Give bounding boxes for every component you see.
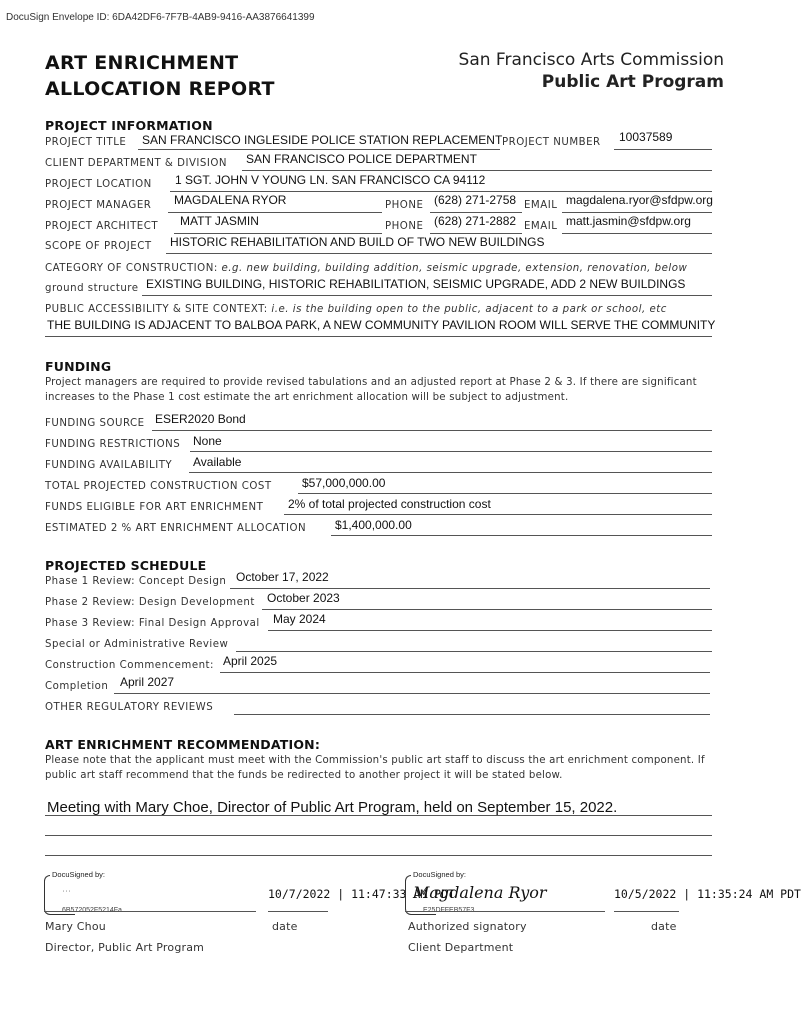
category-hint: e.g. new building, building addition, seismic upgrade, extension, renovation, below: [221, 263, 688, 274]
funding-restrictions-label: FUNDING RESTRICTIONS: [45, 439, 181, 450]
recommendation-line-1: [45, 815, 712, 816]
funding-availability-field[interactable]: Available: [193, 455, 242, 469]
left-signer-title: Director, Public Art Program: [45, 941, 205, 954]
commencement-label: Construction Commencement:: [45, 660, 214, 671]
funds-eligible-label: FUNDS ELIGIBLE FOR ART ENRICHMENT: [45, 502, 264, 513]
project-architect-field[interactable]: MATT JASMIN: [180, 214, 259, 228]
project-location-field[interactable]: 1 SGT. JOHN V YOUNG LN. SAN FRANCISCO CA 94112: [175, 173, 486, 187]
category-line: [142, 295, 712, 296]
funds-eligible-line: [284, 514, 712, 515]
recommendation-heading: ART ENRICHMENT RECOMMENDATION:: [45, 737, 321, 752]
phase3-label: Phase 3 Review: Final Design Approval: [45, 618, 260, 629]
estimated-allocation-line: [331, 535, 712, 536]
project-title-label: PROJECT TITLE: [45, 137, 127, 148]
left-date-label: date: [272, 920, 298, 933]
completion-field[interactable]: April 2027: [120, 675, 175, 689]
phase2-label: Phase 2 Review: Design Development: [45, 597, 255, 608]
left-signature-line: [44, 911, 256, 912]
project-info-heading: PROJECT INFORMATION: [45, 118, 213, 133]
public-access-label: PUBLIC ACCESSIBILITY & SITE CONTEXT:: [45, 304, 268, 315]
architect-phone-label: PHONE: [385, 221, 424, 232]
funding-source-field[interactable]: ESER2020 Bond: [155, 412, 246, 426]
manager-phone-field[interactable]: (628) 271-2758: [434, 193, 517, 207]
left-docusigned-by: DocuSigned by:: [52, 870, 105, 879]
funding-note: Project managers are required to provide revised tabulations and an adjusted report at Phase 2 & 3. If there are significant increases to the Phase 1 cost estimate the art enrichment allocation will be subject to adjustment.: [45, 377, 697, 403]
right-signer-name: Authorized signatory: [408, 920, 527, 933]
left-signature-id: 6B572052F5214Fa...: [62, 907, 128, 914]
project-number-line: [614, 149, 712, 150]
architect-phone-field[interactable]: (628) 271-2882: [434, 214, 517, 228]
commencement-field[interactable]: April 2025: [223, 654, 278, 668]
organization-line1: San Francisco Arts Commission: [458, 50, 724, 70]
right-signature-id: E25DFFEB57F3...: [423, 907, 481, 914]
recommendation-line-3[interactable]: [45, 855, 712, 856]
funding-restrictions-field[interactable]: None: [193, 434, 222, 448]
funding-source-label: FUNDING SOURCE: [45, 418, 145, 429]
project-manager-line: [168, 212, 382, 213]
phase1-line: [230, 588, 710, 589]
architect-email-line: [562, 233, 712, 234]
category-label: CATEGORY OF CONSTRUCTION:: [45, 263, 218, 274]
left-date-line: [268, 911, 328, 912]
right-signature: Magdalena Ryor: [413, 883, 547, 902]
architect-email-label: EMAIL: [524, 221, 558, 232]
funding-heading: FUNDING: [45, 359, 112, 374]
estimated-allocation-label: ESTIMATED 2 % ART ENRICHMENT ALLOCATION: [45, 523, 307, 534]
left-signature-image: ⋯: [62, 887, 71, 897]
right-date-line: [614, 911, 679, 912]
special-review-line[interactable]: [236, 651, 712, 652]
project-number-label: PROJECT NUMBER: [502, 137, 601, 148]
phase1-label: Phase 1 Review: Concept Design: [45, 576, 227, 587]
project-location-line: [170, 191, 712, 192]
report-title: [45, 50, 275, 102]
right-signature-date: 10/5/2022 | 11:35:24 AM PDT: [614, 887, 801, 901]
funding-availability-label: FUNDING AVAILABILITY: [45, 460, 173, 471]
funding-restrictions-line: [190, 451, 712, 452]
report-title-line2: ALLOCATION REPORT: [45, 78, 275, 100]
right-docusigned-by: DocuSigned by:: [413, 870, 466, 879]
right-date-label: date: [651, 920, 677, 933]
manager-email-label: EMAIL: [524, 200, 558, 211]
recommendation-line-2[interactable]: [45, 835, 712, 836]
manager-phone-line: [430, 212, 522, 213]
funding-source-line: [152, 430, 712, 431]
left-signer-name: Mary Chou: [45, 920, 106, 933]
recommendation-note: Please note that the applicant must meet with the Commission's public art staff to discuss the art enrichment component. If public art staff recommend that the funds be redirected to another project it will be stated below.: [45, 755, 705, 781]
category-label2: ground structure: [45, 283, 139, 294]
envelope-id: DocuSign Envelope ID: 6DA42DF6-7F7B-4AB9-9416-AA3876641399: [6, 12, 315, 23]
total-cost-field[interactable]: $57,000,000.00: [302, 476, 386, 490]
completion-label: Completion: [45, 681, 109, 692]
phase3-field[interactable]: May 2024: [273, 612, 326, 626]
scope-line: [166, 253, 712, 254]
organization-name: [459, 49, 724, 93]
public-access-field[interactable]: THE BUILDING IS ADJACENT TO BALBOA PARK, A NEW COMMUNITY PAVILION ROOM WILL SERVE THE COMMUNITY: [47, 318, 716, 332]
project-location-label: PROJECT LOCATION: [45, 179, 152, 190]
other-reviews-label: OTHER REGULATORY REVIEWS: [45, 702, 214, 713]
funds-eligible-field[interactable]: 2% of total projected construction cost: [288, 497, 491, 511]
organization-line2: Public Art Program: [541, 72, 724, 92]
completion-line: [114, 693, 710, 694]
total-cost-label: TOTAL PROJECTED CONSTRUCTION COST: [45, 481, 272, 492]
project-architect-label: PROJECT ARCHITECT: [45, 221, 159, 232]
project-manager-field[interactable]: MAGDALENA RYOR: [174, 193, 287, 207]
architect-email-field[interactable]: matt.jasmin@sfdpw.org: [566, 214, 691, 228]
total-cost-line: [298, 493, 712, 494]
public-access-hint: i.e. is the building open to the public, adjacent to a park or school, etc: [271, 304, 667, 315]
public-access-label-line: [45, 304, 667, 315]
funding-availability-line: [189, 472, 712, 473]
recommendation-text[interactable]: Meeting with Mary Choe, Director of Public Art Program, held on September 15, 2022.: [47, 799, 618, 816]
project-number-field[interactable]: 10037589: [619, 130, 673, 144]
category-label-line: [45, 263, 687, 274]
scope-label: SCOPE OF PROJECT: [45, 241, 152, 252]
client-department-field[interactable]: SAN FRANCISCO POLICE DEPARTMENT: [246, 152, 477, 166]
phase2-line: [262, 609, 712, 610]
right-signature-line: [405, 911, 605, 912]
manager-phone-label: PHONE: [385, 200, 424, 211]
right-signer-title: Client Department: [408, 941, 514, 954]
project-architect-line: [174, 233, 382, 234]
left-signature-date: 10/7/2022 | 11:47:33 AM PDT: [268, 887, 455, 901]
commencement-line: [220, 672, 710, 673]
report-title-line1: ART ENRICHMENT: [45, 52, 239, 74]
manager-email-field[interactable]: magdalena.ryor@sfdpw.org: [566, 193, 713, 207]
public-access-line: [45, 336, 712, 337]
category-field[interactable]: EXISTING BUILDING, HISTORIC REHABILITATION, SEISMIC UPGRADE, ADD 2 NEW BUILDINGS: [146, 277, 686, 291]
project-manager-label: PROJECT MANAGER: [45, 200, 152, 211]
phase1-field[interactable]: October 17, 2022: [236, 570, 329, 584]
phase3-line: [268, 630, 712, 631]
architect-phone-line: [430, 233, 522, 234]
client-department-label: CLIENT DEPARTMENT & DIVISION: [45, 158, 228, 169]
project-title-field[interactable]: SAN FRANCISCO INGLESIDE POLICE STATION REPLACEMENT: [142, 133, 503, 147]
manager-email-line: [562, 212, 712, 213]
project-title-line: [138, 149, 500, 150]
estimated-allocation-field[interactable]: $1,400,000.00: [335, 518, 412, 532]
schedule-heading: PROJECTED SCHEDULE: [45, 558, 207, 573]
scope-field[interactable]: HISTORIC REHABILITATION AND BUILD OF TWO NEW BUILDINGS: [170, 235, 545, 249]
special-review-label: Special or Administrative Review: [45, 639, 229, 650]
phase2-field[interactable]: October 2023: [267, 591, 340, 605]
client-department-line: [242, 170, 712, 171]
other-reviews-line[interactable]: [234, 714, 710, 715]
